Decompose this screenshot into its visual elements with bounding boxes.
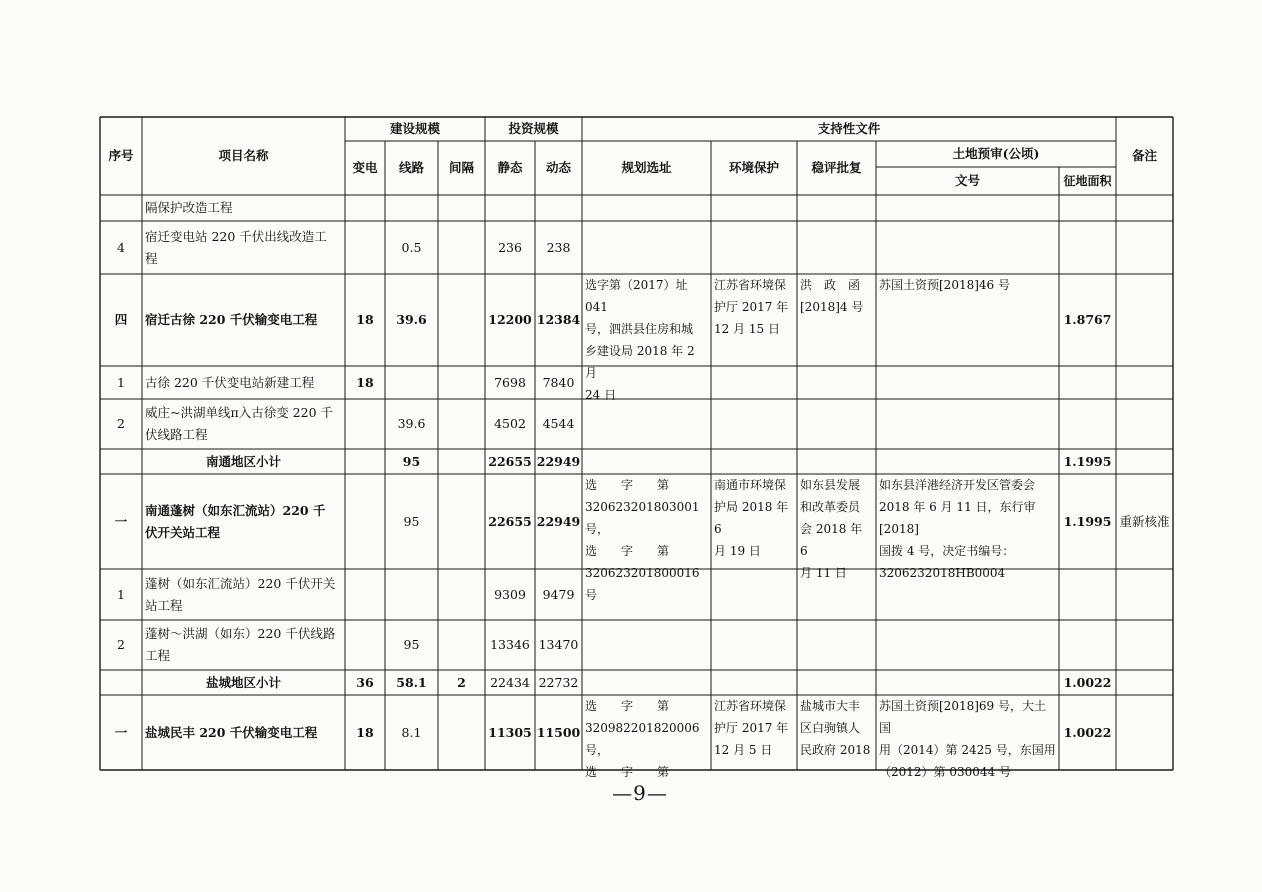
- row-8-dynamic: 13470: [538, 637, 579, 652]
- header-env-protection: 环境保护: [728, 160, 779, 175]
- row-8-static: 13346: [490, 637, 530, 652]
- row-8-seq: 2: [117, 637, 125, 652]
- row-4-line: 39.6: [397, 416, 426, 431]
- row-5-land-area: 1.1995: [1063, 453, 1112, 469]
- row-4-name: 威庄~洪湖单线π入古徐变 220 千 伏线路工程: [145, 405, 333, 442]
- header-static: 静态: [497, 160, 523, 175]
- row-9-static: 22434: [490, 674, 530, 690]
- row-2-name: 宿迁古徐 220 千伏输变电工程: [145, 312, 318, 327]
- row-1-line: 0.5: [401, 239, 422, 255]
- row-10-land-doc: 苏国土资预[2018]69 号，大土国 用（2014）第 2425 号，东国用 （2012）第 030044 号: [879, 699, 1056, 779]
- row-0-name: 隔保护改造工程: [145, 200, 233, 215]
- row-4-seq: 2: [117, 416, 125, 431]
- row-10-static: 11305: [488, 724, 532, 740]
- row-8-line: 95: [403, 637, 420, 652]
- header-seq: 序号: [108, 148, 134, 163]
- row-2-static: 12200: [488, 312, 532, 327]
- row-6-seq: 一: [114, 513, 128, 529]
- row-9-line: 58.1: [396, 674, 427, 690]
- row-6-planning: 选 字 第 320623201803001 号， 选 字 第 320623201800016 号: [585, 478, 700, 602]
- row-10-name: 盐城民丰 220 千伏输变电工程: [145, 724, 318, 740]
- row-2-line: 39.6: [396, 312, 427, 327]
- row-2-land-area: 1.8767: [1063, 312, 1112, 327]
- header-dynamic: 动态: [545, 160, 571, 175]
- row-9-name: 盐城地区小计: [205, 674, 281, 690]
- header-line: 线路: [398, 160, 424, 175]
- header-bay: 间隔: [448, 160, 474, 175]
- row-9-land-area: 1.0022: [1063, 674, 1112, 690]
- row-4-dynamic: 4544: [542, 416, 575, 431]
- row-6-name: 南通蓬树（如东汇流站）220 千 伏开关站工程: [145, 502, 326, 540]
- row-10-stability: 盐城市大丰 区白驹镇人 民政府 2018: [800, 699, 871, 757]
- row-1-static: 236: [498, 239, 522, 255]
- header-support-docs: 支持性文件: [817, 121, 881, 136]
- header-remarks: 备注: [1131, 148, 1157, 163]
- row-9-dynamic: 22732: [538, 674, 579, 690]
- row-3-seq: 1: [117, 374, 125, 390]
- header-stability-review: 稳评批复: [811, 160, 862, 175]
- row-3-static: 7698: [494, 374, 526, 390]
- row-5-name: 南通地区小计: [205, 453, 281, 469]
- row-2-substation: 18: [356, 312, 374, 327]
- row-3-substation: 18: [356, 374, 374, 390]
- row-6-land-doc: 如东县洋港经济开发区管委会 2018 年 6 月 11 日，东行审[2018] 国拨 4 号，决定书编号： 3206232018HB0004: [879, 478, 1036, 580]
- row-10-dynamic: 11500: [536, 724, 581, 740]
- row-5-line: 95: [402, 453, 421, 469]
- row-10-seq: 一: [114, 724, 128, 740]
- row-1-name: 宿迁变电站 220 千伏出线改造工 程: [145, 228, 327, 266]
- row-6-remark: 重新核准: [1119, 513, 1170, 529]
- row-2-planning: 选字第（2017）址 041 号，泗洪县住房和城 乡建设局 2018 年 2 月 24 日: [585, 278, 695, 402]
- row-10-planning: 选 字 第 320982201820006 号， 选 字 第: [585, 699, 700, 779]
- row-10-env: 江苏省环境保 护厅 2017 年 12 月 5 日: [714, 699, 789, 757]
- row-3-dynamic: 7840: [542, 374, 575, 390]
- row-6-env: 南通市环境保 护局 2018 年 6 月 19 日: [714, 478, 789, 558]
- row-5-dynamic: 22949: [536, 453, 581, 469]
- row-7-name: 蓬树（如东汇流站）220 千伏开关 站工程: [145, 575, 336, 613]
- row-6-static: 22655: [488, 513, 532, 529]
- header-project-name: 项目名称: [218, 148, 269, 163]
- header-planning-site: 规划选址: [621, 160, 672, 175]
- row-1-dynamic: 238: [546, 239, 571, 255]
- header-substation: 变电: [352, 160, 378, 175]
- row-3-name: 古徐 220 千伏变电站新建工程: [145, 374, 315, 390]
- row-6-stability: 如东县发展 和改革委员 会 2018 年 6 月 11 日: [800, 478, 863, 580]
- row-9-substation: 36: [356, 674, 374, 690]
- header-build-scale: 建设规模: [389, 121, 440, 136]
- row-2-env: 江苏省环境保 护厅 2017 年 12 月 15 日: [714, 278, 789, 336]
- row-10-land-area: 1.0022: [1063, 724, 1112, 740]
- row-7-dynamic: 9479: [542, 586, 575, 602]
- row-10-line: 8.1: [401, 724, 422, 740]
- row-1-seq: 4: [117, 239, 125, 255]
- row-8-name: 蓬树～洪湖（如东）220 千伏线路 工程: [145, 626, 336, 663]
- row-7-seq: 1: [117, 586, 125, 602]
- row-4-static: 4502: [494, 416, 526, 431]
- header-invest-scale: 投资规模: [508, 121, 559, 136]
- row-2-seq: 四: [114, 312, 128, 327]
- row-7-static: 9309: [494, 586, 526, 602]
- header-land-review: 土地预审(公顷): [952, 146, 1040, 161]
- row-2-land-doc: 苏国土资预[2018]46 号: [879, 278, 1010, 292]
- row-5-static: 22655: [488, 453, 532, 469]
- row-6-land-area: 1.1995: [1063, 513, 1112, 529]
- header-doc-no: 文号: [954, 173, 980, 188]
- row-2-dynamic: 12384: [536, 312, 581, 327]
- row-10-substation: 18: [356, 724, 374, 740]
- row-6-line: 95: [403, 513, 420, 529]
- row-6-dynamic: 22949: [536, 513, 581, 529]
- page-number: —9—: [612, 781, 668, 805]
- header-land-area: 征地面积: [1063, 174, 1112, 188]
- row-2-stability: 洪 政 函 [2018]4 号: [800, 278, 864, 314]
- row-9-bay: 2: [457, 674, 466, 690]
